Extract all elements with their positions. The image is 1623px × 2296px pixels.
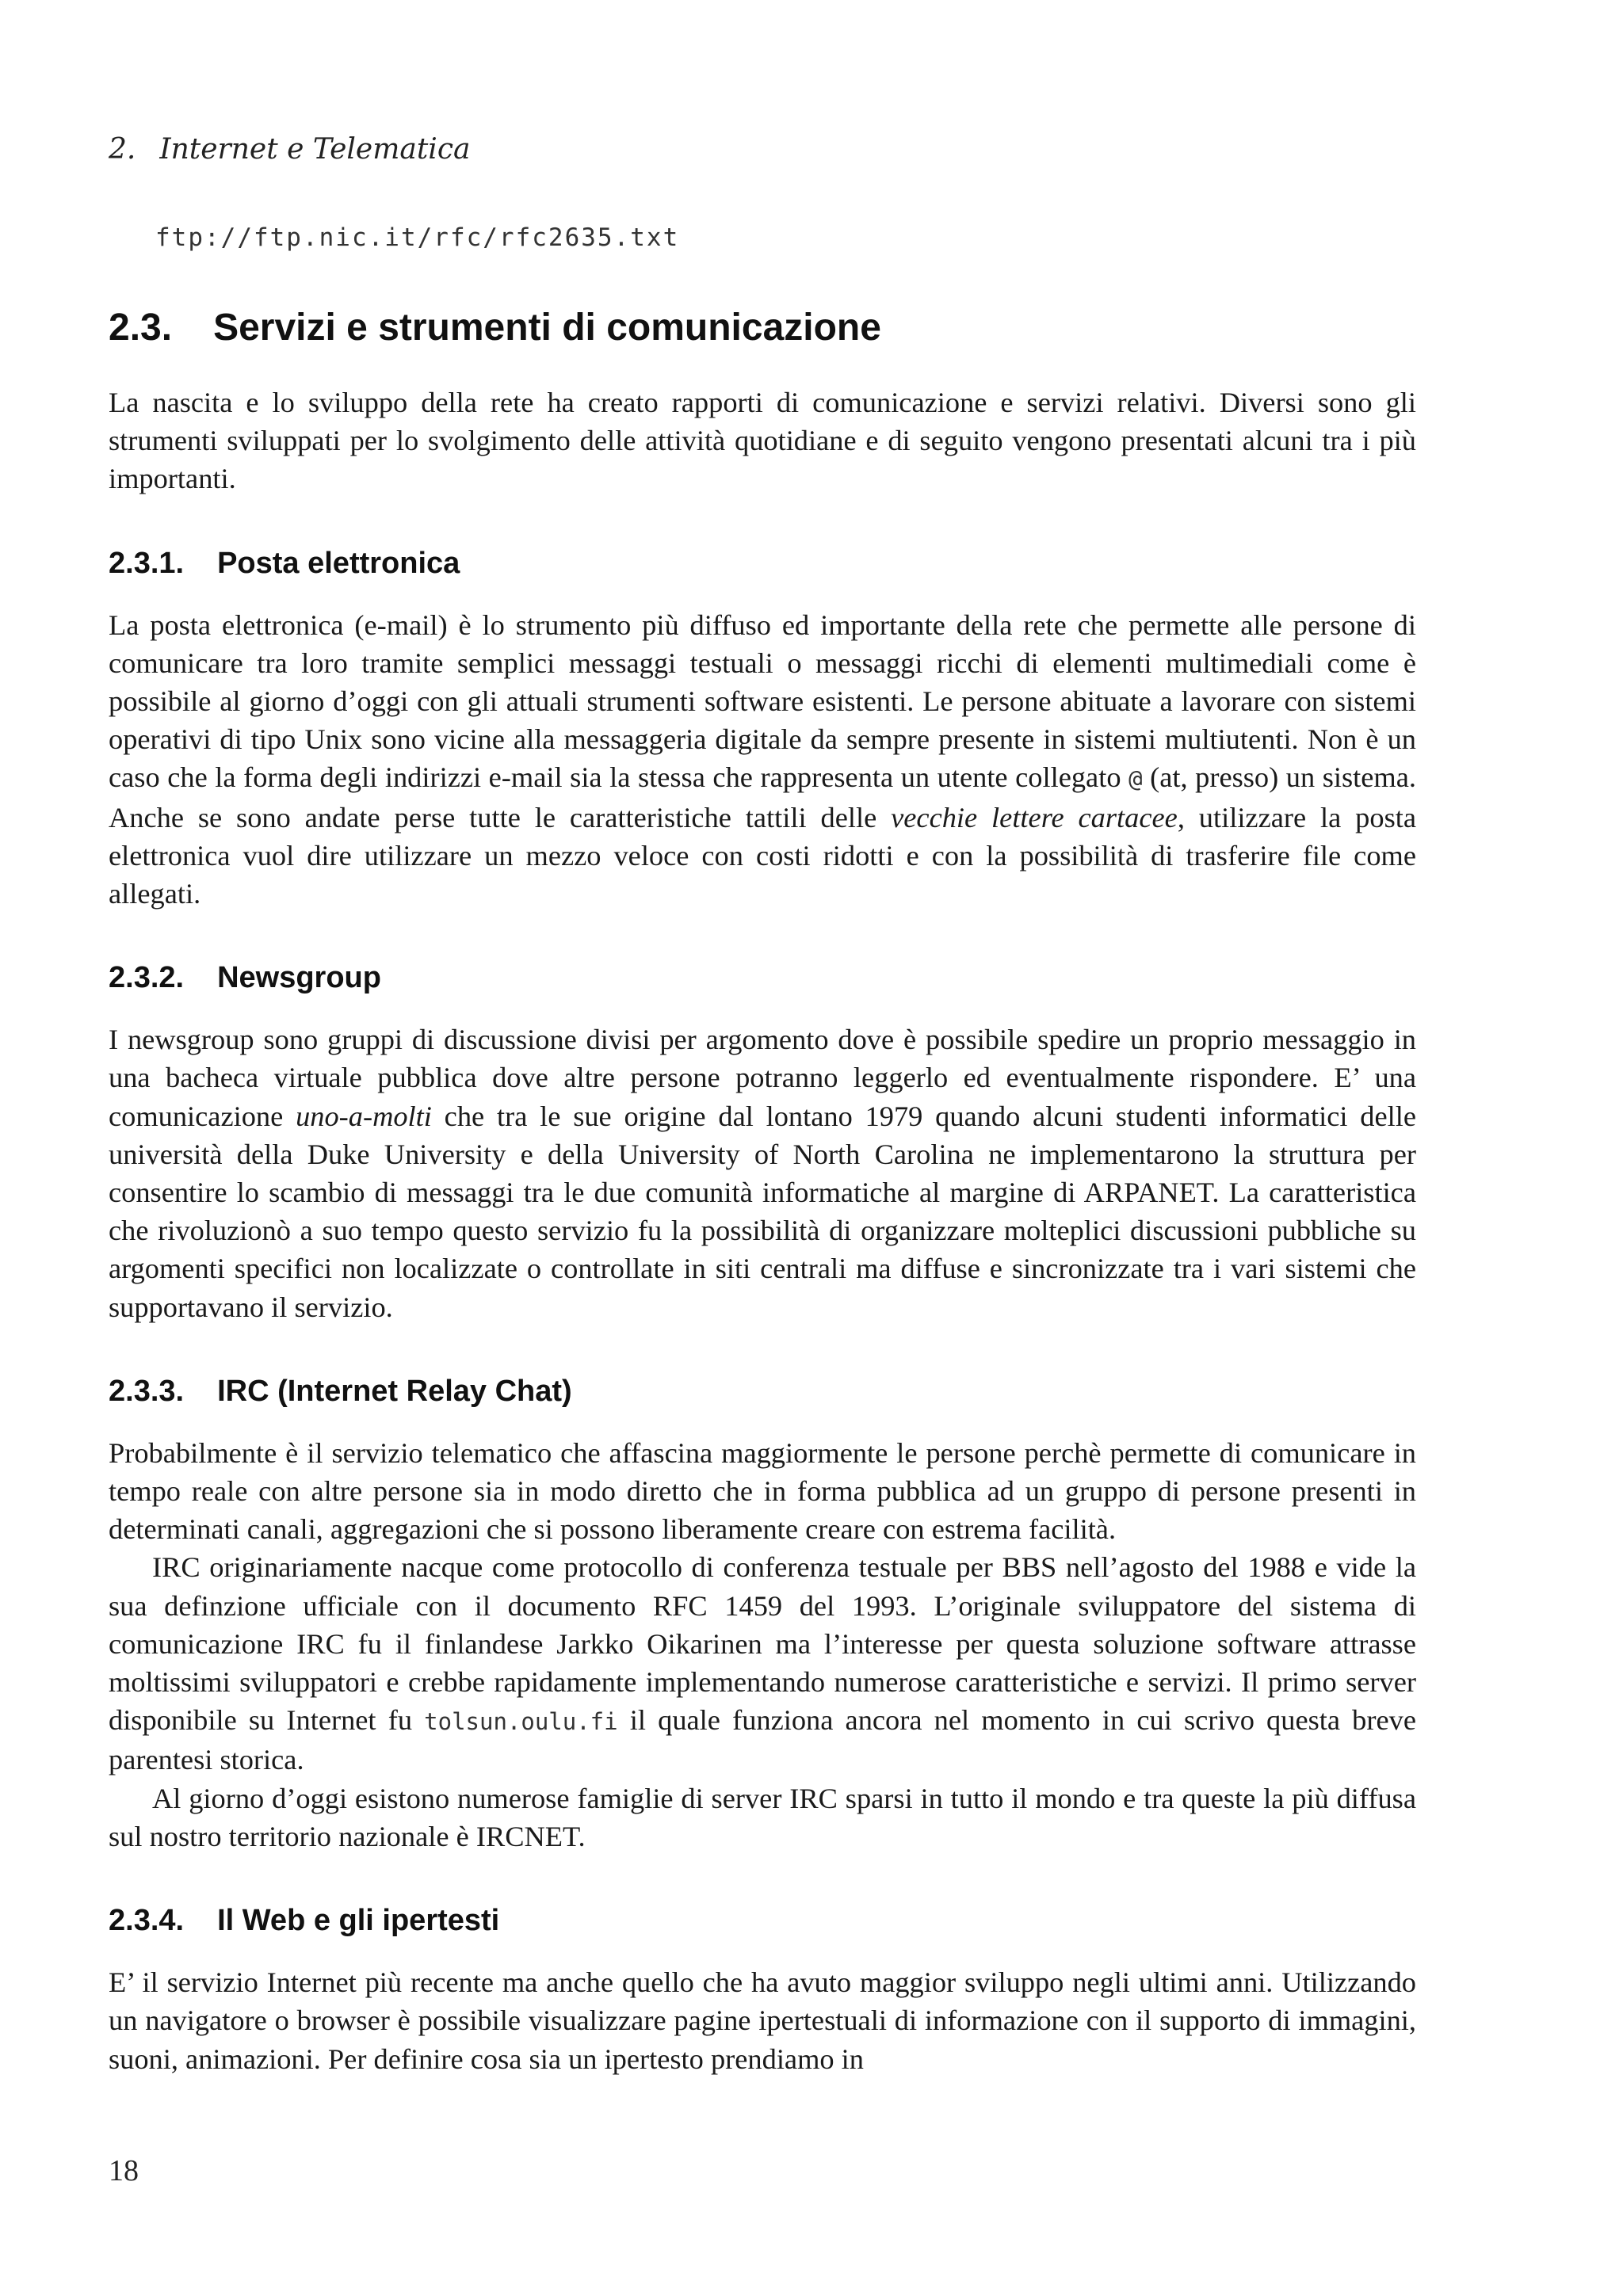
subsection-heading-posta xyxy=(109,544,1416,582)
subsection-number: 2.3.3. xyxy=(109,1374,185,1408)
subsection-number: 2.3.1. xyxy=(109,546,185,580)
chapter-title: Internet e Telematica xyxy=(159,133,471,166)
text-run: La posta elettronica (e-mail) è lo strumento più diffuso ed importante della rete che permette alle persone di comunicare tra loro tramite semplici messaggi testuali o messaggi ricchi di elementi multimediali come è possibile al giorno d’oggi con gli attuali strumenti software esistenti. Le persone abituate a lavorare con sistemi operativi di tipo Unix sono vicine alla messaggeria digitale da sempre presente in sistemi multiutenti. Non è un caso che la forma degli indirizzi e-mail sia la stessa che rappresenta un utente collegato xyxy=(109,608,1416,794)
subsection-title: Il Web e gli ipertesti xyxy=(217,1904,500,1938)
irc-paragraph-2 xyxy=(109,1548,1416,1779)
section-number: 2.3. xyxy=(109,307,173,349)
subsection-heading-irc xyxy=(109,1372,1416,1410)
running-header xyxy=(109,133,470,166)
subsection-title: IRC (Internet Relay Chat) xyxy=(217,1374,572,1408)
subsection-title: Newsgroup xyxy=(217,961,381,995)
subsection-heading-newsgroup xyxy=(109,959,1416,997)
text-run: IRC originariamente nacque come protocollo di conferenza testuale per BBS nell’agosto del 1988 e vide la sua definzione ufficiale con il documento RFC 1459 del 1993. L’originale sviluppatore del sistema di comunicazione IRC fu il finlandese Jarkko Oikarinen ma l’interesse per questa soluzione software attrasse moltissimi sviluppatori e crebbe rapidamente implementando numerose caratteristiche e servizi. Il primo server disponibile su Internet fu xyxy=(109,1551,1416,1737)
subsection-heading-web xyxy=(109,1901,1416,1939)
text-run: I newsgroup sono gruppi di discussione divisi per argomento dove è possibile spedire un proprio messaggio in una bacheca virtuale pubblica dove altre persone potranno leggerlo ed eventualmente rispondere. E’ una comunicazione xyxy=(109,1024,1416,1132)
emphasis-text: uno-a-molti xyxy=(296,1100,432,1132)
irc-paragraph-3: Al giorno d’oggi esistono numerose famiglie di server IRC sparsi in tutto il mondo e tra queste la più diffusa sul nostro territorio nazionale è IRCNET. xyxy=(109,1782,1416,1852)
section-intro-paragraph: La nascita e lo sviluppo della rete ha creato rapporti di comunicazione e servizi relativi. Diversi sono gli strumenti sviluppati per lo svolgimento delle attività quotidiane e di seguito vengono presentati alcuni tra i più importanti. xyxy=(109,387,1416,495)
posta-paragraph xyxy=(109,606,1416,913)
section-title: Servizi e strumenti di comunicazione xyxy=(213,307,881,349)
subsection-number: 2.3.4. xyxy=(109,1904,185,1938)
chapter-number: 2. xyxy=(109,133,136,166)
text-run: il quale funziona ancora nel momento in cui scrivo questa breve parentesi storica. xyxy=(109,1704,1416,1776)
section-heading xyxy=(109,304,1416,352)
subsection-title: Posta elettronica xyxy=(217,546,460,580)
subsection-number: 2.3.2. xyxy=(109,961,185,995)
hostname: tolsun.oulu.fi xyxy=(424,1708,618,1736)
text-run: che tra le sue origine dal lontano 1979 quando alcuni studenti informatici delle università della Duke University e della University of North Carolina ne implementarono la struttura per consentire lo scambio di messaggi tra le due comunità informatiche al margine di ARPANET. La caratteristica che rivoluzionò a suo tempo questo servizio fu la possibilità di organizzare molteplici discussioni pubbliche su argomenti specifici non localizzate o controllate in siti centrali ma diffuse e sincronizzate tra i vari sistemi che supportavano il servizio. xyxy=(109,1100,1416,1323)
text-run: (at, presso) un sistema. Anche se sono andate perse tutte le caratteristiche tattili delle xyxy=(109,761,1416,833)
text-run: , utilizzare la posta elettronica vuol dire utilizzare un mezzo veloce con costi ridotti e con la possibilità di trasferire file come allegati. xyxy=(109,801,1416,910)
irc-paragraph-1: Probabilmente è il servizio telematico che affascina maggiormente le persone perchè permette di comunicare in tempo reale con altre persone sia in modo diretto che in forma pubblica ad un gruppo di persone presenti in determinati canali, aggregazioni che si possono liberamente creare con estrema facilità. xyxy=(109,1436,1416,1546)
page-number: 18 xyxy=(109,2154,139,2187)
web-paragraph: E’ il servizio Internet più recente ma anche quello che ha avuto maggior sviluppo negli ultimi anni. Utilizzando un navigatore o browser è possibile visualizzare pagine ipertestuali di informazione con il supporto di immagini, suoni, animazioni. Per definire cosa sia un ipertesto prendiamo in xyxy=(109,1966,1416,2075)
reference-url: ftp://ftp.nic.it/rfc/rfc2635.txt xyxy=(155,223,680,252)
at-symbol: @ xyxy=(1128,765,1143,793)
emphasis-text: vecchie lettere cartacee xyxy=(891,801,1178,833)
newsgroup-paragraph xyxy=(109,1020,1416,1326)
main-content xyxy=(109,304,1416,2078)
